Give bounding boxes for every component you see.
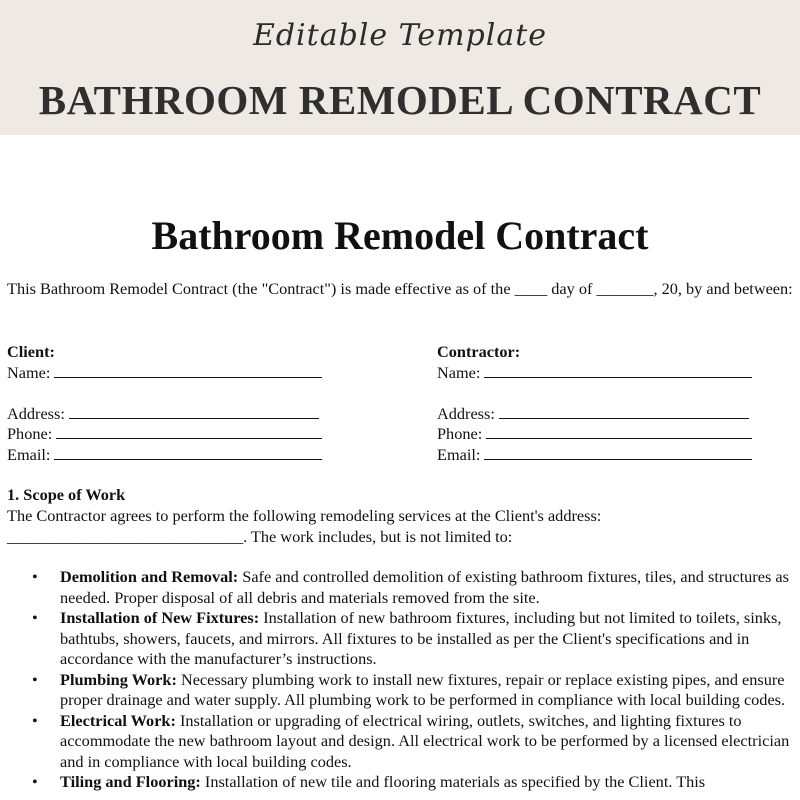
list-item-label: Electrical Work: — [60, 710, 176, 730]
client-phone-blank[interactable] — [56, 424, 322, 439]
client-address-label: Address: — [7, 403, 65, 423]
list-item-text: Installation or upgrading of electrical wiring, outlets, switches, and lighting fixtures to accommodate the new bathroom layout and design. All electrical work to be performed by a licensed electrician and in compliance with local building codes. — [60, 710, 790, 771]
client-name-field[interactable] — [7, 363, 322, 384]
list-item-text: Installation of new tile and flooring materials as specified by the Client. This — [200, 772, 706, 791]
client-email-blank[interactable] — [54, 445, 322, 460]
client-email-label: Email: — [7, 444, 51, 464]
contractor-email-blank[interactable] — [484, 445, 752, 460]
scope-list — [0, 567, 800, 793]
client-name-blank[interactable] — [54, 363, 322, 378]
client-name-label: Name: — [7, 362, 51, 382]
bullet-icon: • — [32, 710, 38, 730]
client-phone-field[interactable] — [7, 424, 322, 445]
list-item-text: Safe and controlled demolition of existing bathroom fixtures, tiles, and structures as needed. Proper disposal of all debris and materials removed from the site. — [60, 567, 789, 607]
client-address-blank[interactable] — [69, 404, 319, 419]
contractor-phone-blank[interactable] — [486, 424, 752, 439]
list-item — [0, 567, 800, 608]
scope-intro-line2: _____________________________. The work includes, but is not limited to: — [7, 526, 513, 546]
bullet-icon: • — [32, 669, 38, 689]
list-item — [0, 670, 800, 711]
contractor-block — [437, 342, 752, 465]
client-phone-label: Phone: — [7, 424, 53, 443]
client-block — [7, 342, 322, 465]
banner-script-text: Editable Template — [252, 18, 548, 53]
scope-intro-line1: The Contractor agrees to perform the following remodeling services at the Client's address: — [7, 506, 602, 525]
scope-intro — [7, 506, 793, 547]
list-item — [0, 772, 800, 793]
template-banner — [0, 0, 800, 135]
bullet-icon: • — [32, 567, 38, 586]
list-item-label: Demolition and Removal: — [60, 567, 239, 586]
banner-title: BATHROOM REMODEL CONTRACT — [38, 77, 762, 123]
contractor-address-label: Address: — [437, 403, 495, 423]
contractor-name-blank[interactable] — [484, 363, 752, 378]
list-item-label: Tiling and Flooring: — [60, 772, 201, 791]
list-item-text: Installation of new bathroom fixtures, including but not limited to toilets, sinks, bathtubs, showers, faucets, and mirrors. All fixtures to be installed as per the Client's specifications and in accordance with the manufacturer’s instructions. — [60, 608, 782, 668]
contractor-address-blank[interactable] — [499, 404, 749, 419]
contractor-email-label: Email: — [437, 444, 481, 464]
intro-paragraph: This Bathroom Remodel Contract (the "Contract") is made effective as of the ____ day of _______, 20, by and between: — [7, 279, 793, 298]
list-item-label: Installation of New Fixtures: — [60, 608, 260, 627]
client-heading: Client: — [7, 342, 55, 361]
bullet-icon: • — [32, 772, 38, 791]
contractor-email-field[interactable] — [437, 445, 752, 466]
contractor-phone-label: Phone: — [437, 424, 483, 443]
client-email-field[interactable] — [7, 445, 322, 466]
list-item-text: Necessary plumbing work to install new fixtures, repair or replace existing pipes, and ensure proper drainage and water supply. All plumbing work to be performed in compliance with local building codes. — [60, 669, 786, 709]
client-address-field[interactable] — [7, 404, 322, 425]
document-page — [0, 135, 800, 800]
list-item-label: Plumbing Work: — [60, 669, 177, 689]
contractor-name-field[interactable] — [437, 363, 752, 384]
bullet-icon: • — [32, 608, 38, 627]
document-title: Bathroom Remodel Contract — [151, 213, 649, 258]
contractor-heading: Contractor: — [437, 342, 521, 361]
scope-heading: 1. Scope of Work — [7, 485, 126, 504]
contractor-address-field[interactable] — [437, 404, 752, 425]
list-item — [0, 608, 800, 670]
contractor-name-label: Name: — [437, 362, 481, 382]
contractor-phone-field[interactable] — [437, 424, 752, 445]
list-item — [0, 711, 800, 773]
